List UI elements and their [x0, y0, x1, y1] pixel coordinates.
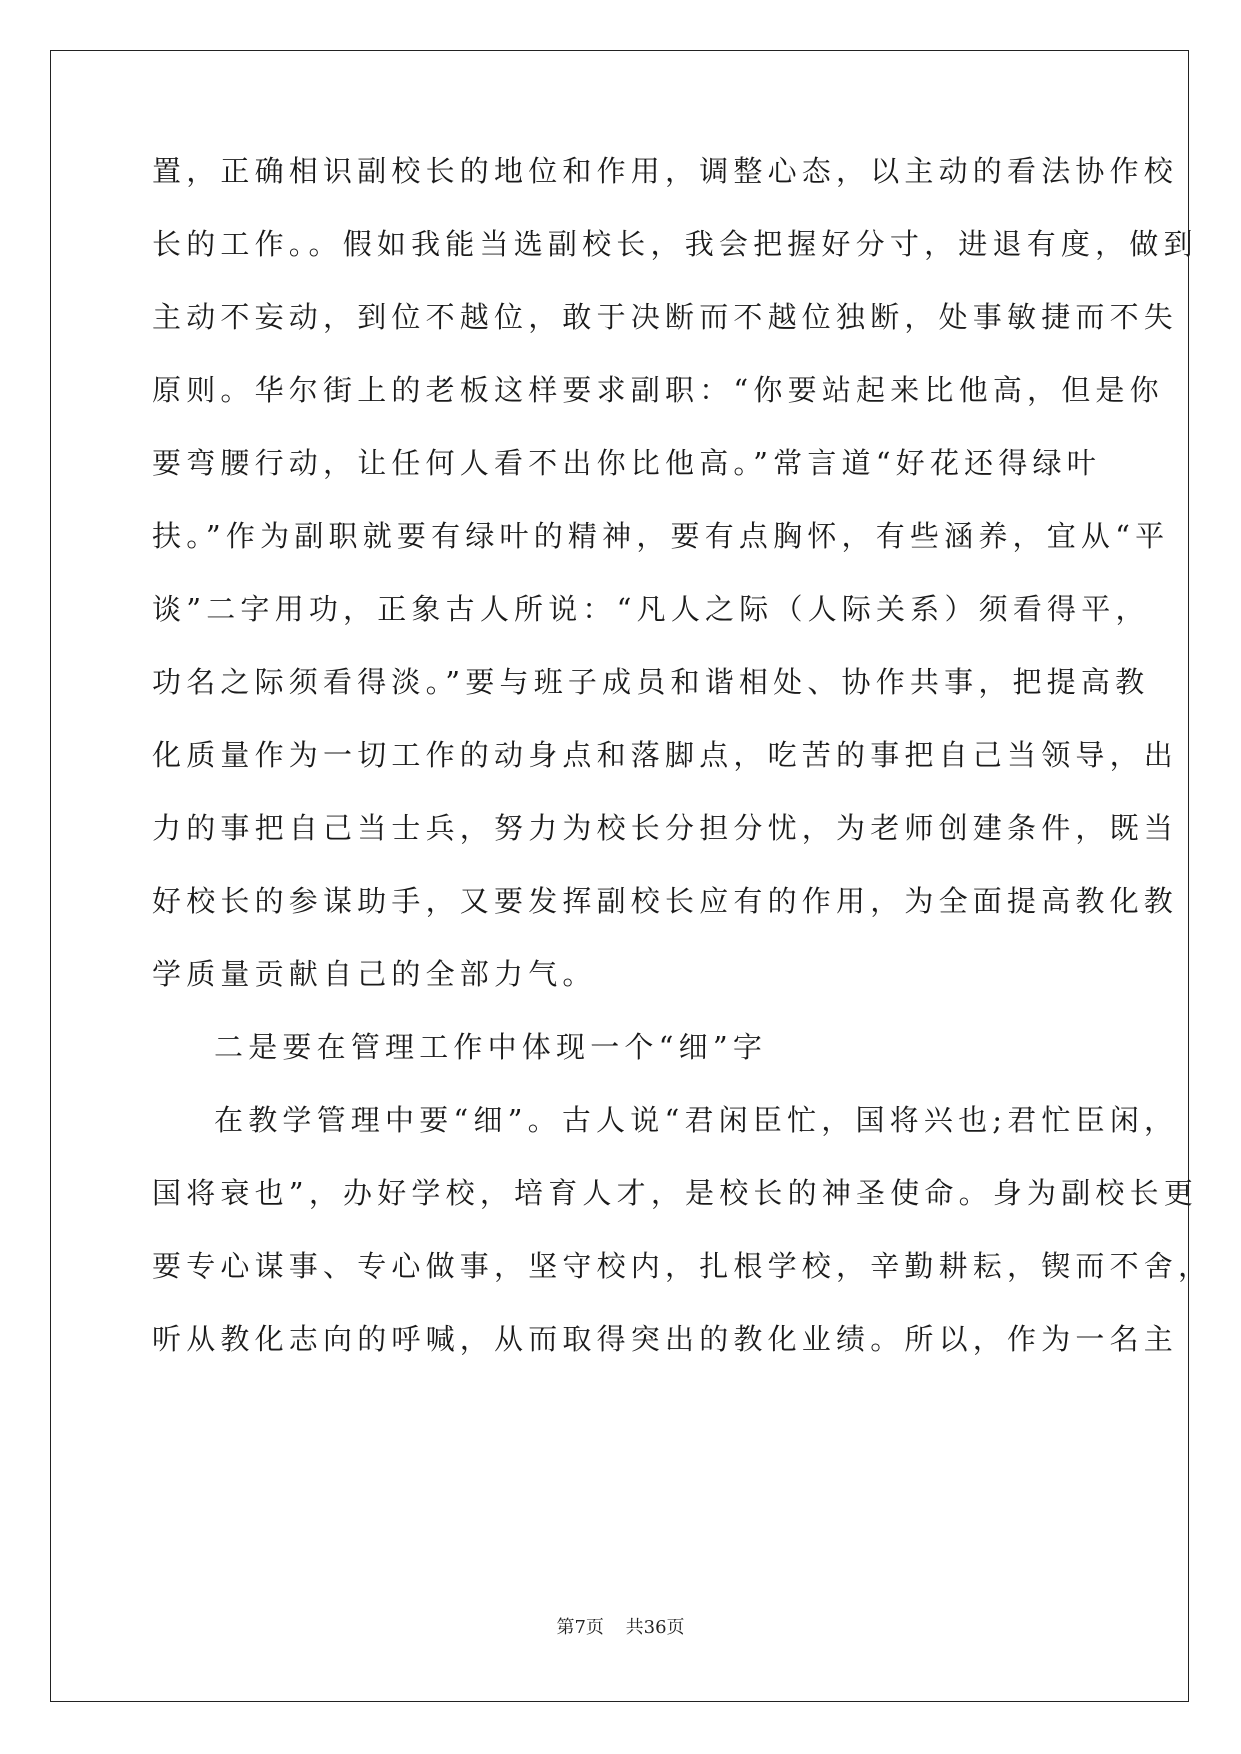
page-total: 共36页	[625, 1617, 685, 1638]
paragraph-line: 要专心谋事、专心做事，坚守校内，扎根学校，辛勤耕耘，锲而不舍，	[152, 1249, 1213, 1283]
paragraph-line: 好校长的参谋助手，又要发挥副校长应有的作用，为全面提高教化教	[152, 884, 1179, 918]
paragraph-line: 置，正确相识副校长的地位和作用，调整心态，以主动的看法协作校	[152, 154, 1179, 188]
paragraph-line: 扶。”作为副职就要有绿叶的精神，要有点胸怀，有些涵养，宜从“平	[152, 519, 1170, 553]
paragraph-line: 学质量贡献自己的全部力气。	[152, 957, 597, 991]
paragraph-line: 功名之际须看得淡。”要与班子成员和谐相处、协作共事，把提高教	[152, 665, 1150, 699]
paragraph-line: 原则。华尔街上的老板这样要求副职：“你要站起来比他高，但是你	[152, 373, 1164, 407]
paragraph-line: 主动不妄动，到位不越位，敢于决断而不越位独断，处事敏捷而不失	[152, 300, 1179, 334]
paragraph-line: 要弯腰行动，让任何人看不出你比他高。”常言道“好花还得绿叶	[152, 446, 1101, 480]
paragraph-line: 长的工作。。假如我能当选副校长，我会把握好分寸，进退有度，做到	[152, 227, 1198, 261]
page-footer	[0, 1616, 1241, 1640]
paragraph-line: 国将衰也”，办好学校，培育人才，是校长的神圣使命。身为副校长更	[152, 1176, 1199, 1210]
paragraph-line: 听从教化志向的呼喊，从而取得突出的教化业绩。所以，作为一名主	[152, 1322, 1179, 1356]
page-number: 第7页	[556, 1617, 604, 1638]
paragraph-line: 谈”二字用功，正象古人所说：“凡人之际（人际关系）须看得平，	[152, 592, 1150, 626]
paragraph-line: 力的事把自己当士兵，努力为校长分担分忧，为老师创建条件，既当	[152, 811, 1179, 845]
section-heading: 二是要在管理工作中体现一个“细”字	[214, 1030, 768, 1064]
paragraph-line: 化质量作为一切工作的动身点和落脚点，吃苦的事把自己当领导，出	[152, 738, 1179, 772]
paragraph-line: 在教学管理中要“细”。古人说“君闲臣忙，国将兴也;君忙臣闲，	[214, 1103, 1179, 1137]
